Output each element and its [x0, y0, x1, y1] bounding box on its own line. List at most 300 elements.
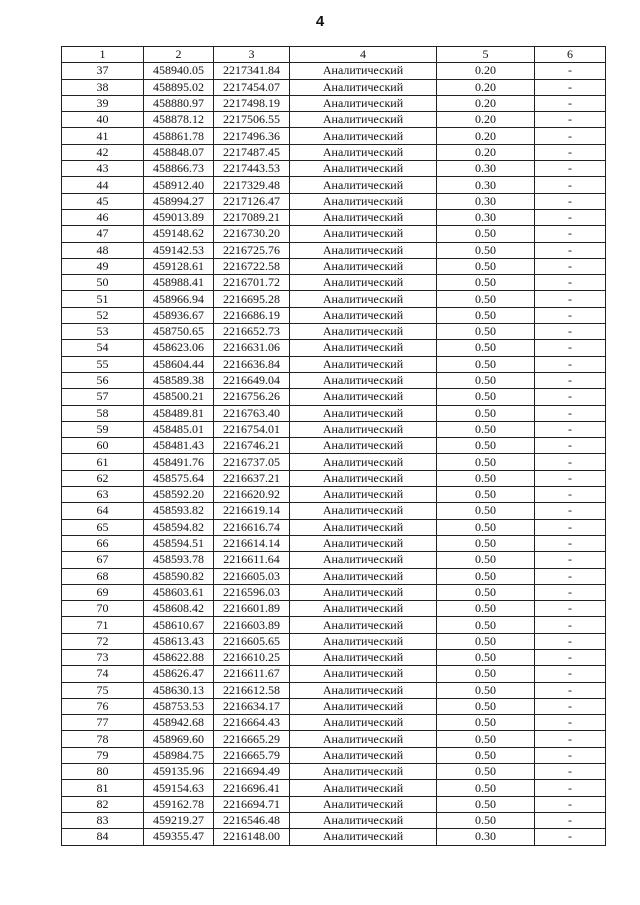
table-row [62, 812, 606, 828]
method-cell: Аналитический [290, 666, 437, 682]
y-coordinate-cell: 2216614.14 [214, 535, 290, 551]
method-cell: Аналитический [290, 112, 437, 128]
x-coordinate-cell: 458593.82 [144, 503, 214, 519]
accuracy-cell: 0.20 [437, 63, 535, 79]
method-cell: Аналитический [290, 649, 437, 665]
description-cell: - [535, 487, 606, 503]
column-header: 5 [437, 47, 535, 63]
point-number-cell: 66 [62, 535, 144, 551]
table-row [62, 193, 606, 209]
method-cell: Аналитический [290, 519, 437, 535]
x-coordinate-cell: 458623.06 [144, 340, 214, 356]
table-row [62, 715, 606, 731]
column-header: 6 [535, 47, 606, 63]
point-number-cell: 60 [62, 438, 144, 454]
description-cell: - [535, 324, 606, 340]
x-coordinate-cell: 458861.78 [144, 128, 214, 144]
accuracy-cell: 0.50 [437, 535, 535, 551]
y-coordinate-cell: 2216620.92 [214, 487, 290, 503]
y-coordinate-cell: 2216730.20 [214, 226, 290, 242]
column-header: 3 [214, 47, 290, 63]
accuracy-cell: 0.50 [437, 470, 535, 486]
x-coordinate-cell: 459219.27 [144, 812, 214, 828]
table-row [62, 161, 606, 177]
description-cell: - [535, 584, 606, 600]
y-coordinate-cell: 2217089.21 [214, 209, 290, 225]
y-coordinate-cell: 2217329.48 [214, 177, 290, 193]
column-header: 4 [290, 47, 437, 63]
x-coordinate-cell: 458630.13 [144, 682, 214, 698]
point-number-cell: 58 [62, 405, 144, 421]
accuracy-cell: 0.50 [437, 796, 535, 812]
point-number-cell: 50 [62, 275, 144, 291]
accuracy-cell: 0.50 [437, 438, 535, 454]
point-number-cell: 57 [62, 389, 144, 405]
description-cell: - [535, 356, 606, 372]
y-coordinate-cell: 2216619.14 [214, 503, 290, 519]
y-coordinate-cell: 2217454.07 [214, 79, 290, 95]
description-cell: - [535, 731, 606, 747]
x-coordinate-cell: 459154.63 [144, 780, 214, 796]
description-cell: - [535, 63, 606, 79]
table-row [62, 258, 606, 274]
method-cell: Аналитический [290, 193, 437, 209]
point-number-cell: 77 [62, 715, 144, 731]
table-row [62, 698, 606, 714]
method-cell: Аналитический [290, 258, 437, 274]
table-row [62, 128, 606, 144]
table-row [62, 780, 606, 796]
accuracy-cell: 0.50 [437, 324, 535, 340]
accuracy-cell: 0.50 [437, 682, 535, 698]
accuracy-cell: 0.30 [437, 177, 535, 193]
column-header: 1 [62, 47, 144, 63]
y-coordinate-cell: 2216546.48 [214, 812, 290, 828]
point-number-cell: 64 [62, 503, 144, 519]
description-cell: - [535, 340, 606, 356]
point-number-cell: 65 [62, 519, 144, 535]
method-cell: Аналитический [290, 372, 437, 388]
method-cell: Аналитический [290, 633, 437, 649]
y-coordinate-cell: 2216631.06 [214, 340, 290, 356]
table-body [62, 63, 606, 845]
description-cell: - [535, 682, 606, 698]
table-row [62, 226, 606, 242]
method-cell: Аналитический [290, 128, 437, 144]
table-row [62, 275, 606, 291]
table-row [62, 617, 606, 633]
description-cell: - [535, 601, 606, 617]
y-coordinate-cell: 2216636.84 [214, 356, 290, 372]
description-cell: - [535, 405, 606, 421]
y-coordinate-cell: 2216696.41 [214, 780, 290, 796]
table-row [62, 372, 606, 388]
description-cell: - [535, 470, 606, 486]
x-coordinate-cell: 458753.53 [144, 698, 214, 714]
accuracy-cell: 0.50 [437, 568, 535, 584]
table-row [62, 389, 606, 405]
y-coordinate-cell: 2217126.47 [214, 193, 290, 209]
table-row [62, 307, 606, 323]
accuracy-cell: 0.50 [437, 454, 535, 470]
x-coordinate-cell: 458984.75 [144, 747, 214, 763]
point-number-cell: 52 [62, 307, 144, 323]
method-cell: Аналитический [290, 405, 437, 421]
y-coordinate-cell: 2216652.73 [214, 324, 290, 340]
method-cell: Аналитический [290, 584, 437, 600]
point-number-cell: 56 [62, 372, 144, 388]
table-row [62, 356, 606, 372]
description-cell: - [535, 258, 606, 274]
x-coordinate-cell: 458575.64 [144, 470, 214, 486]
accuracy-cell: 0.50 [437, 601, 535, 617]
accuracy-cell: 0.50 [437, 307, 535, 323]
y-coordinate-cell: 2217443.53 [214, 161, 290, 177]
coordinates-table [61, 46, 606, 846]
y-coordinate-cell: 2216601.89 [214, 601, 290, 617]
description-cell: - [535, 519, 606, 535]
x-coordinate-cell: 458485.01 [144, 421, 214, 437]
y-coordinate-cell: 2216665.29 [214, 731, 290, 747]
column-header: 2 [144, 47, 214, 63]
point-number-cell: 83 [62, 812, 144, 828]
point-number-cell: 76 [62, 698, 144, 714]
accuracy-cell: 0.50 [437, 421, 535, 437]
y-coordinate-cell: 2216701.72 [214, 275, 290, 291]
method-cell: Аналитический [290, 552, 437, 568]
description-cell: - [535, 666, 606, 682]
description-cell: - [535, 242, 606, 258]
table-row [62, 340, 606, 356]
accuracy-cell: 0.50 [437, 649, 535, 665]
x-coordinate-cell: 458848.07 [144, 144, 214, 160]
description-cell: - [535, 128, 606, 144]
x-coordinate-cell: 459128.61 [144, 258, 214, 274]
table-row [62, 649, 606, 665]
x-coordinate-cell: 458604.44 [144, 356, 214, 372]
point-number-cell: 68 [62, 568, 144, 584]
table-row [62, 95, 606, 111]
description-cell: - [535, 275, 606, 291]
accuracy-cell: 0.20 [437, 95, 535, 111]
y-coordinate-cell: 2216686.19 [214, 307, 290, 323]
method-cell: Аналитический [290, 63, 437, 79]
point-number-cell: 46 [62, 209, 144, 225]
x-coordinate-cell: 458994.27 [144, 193, 214, 209]
x-coordinate-cell: 458866.73 [144, 161, 214, 177]
description-cell: - [535, 372, 606, 388]
description-cell: - [535, 421, 606, 437]
description-cell: - [535, 715, 606, 731]
description-cell: - [535, 307, 606, 323]
table-row [62, 454, 606, 470]
method-cell: Аналитический [290, 829, 437, 845]
point-number-cell: 43 [62, 161, 144, 177]
accuracy-cell: 0.30 [437, 829, 535, 845]
y-coordinate-cell: 2216756.26 [214, 389, 290, 405]
description-cell: - [535, 503, 606, 519]
y-coordinate-cell: 2216603.89 [214, 617, 290, 633]
point-number-cell: 47 [62, 226, 144, 242]
table-row [62, 503, 606, 519]
accuracy-cell: 0.50 [437, 503, 535, 519]
y-coordinate-cell: 2216665.79 [214, 747, 290, 763]
accuracy-cell: 0.30 [437, 209, 535, 225]
accuracy-cell: 0.50 [437, 780, 535, 796]
y-coordinate-cell: 2216605.65 [214, 633, 290, 649]
x-coordinate-cell: 458966.94 [144, 291, 214, 307]
accuracy-cell: 0.50 [437, 731, 535, 747]
x-coordinate-cell: 458594.82 [144, 519, 214, 535]
method-cell: Аналитический [290, 161, 437, 177]
point-number-cell: 69 [62, 584, 144, 600]
x-coordinate-cell: 458622.88 [144, 649, 214, 665]
method-cell: Аналитический [290, 601, 437, 617]
point-number-cell: 71 [62, 617, 144, 633]
y-coordinate-cell: 2216610.25 [214, 649, 290, 665]
accuracy-cell: 0.50 [437, 552, 535, 568]
table-row [62, 324, 606, 340]
point-number-cell: 84 [62, 829, 144, 845]
point-number-cell: 59 [62, 421, 144, 437]
accuracy-cell: 0.30 [437, 193, 535, 209]
y-coordinate-cell: 2216605.03 [214, 568, 290, 584]
y-coordinate-cell: 2216148.00 [214, 829, 290, 845]
accuracy-cell: 0.50 [437, 747, 535, 763]
description-cell: - [535, 812, 606, 828]
accuracy-cell: 0.50 [437, 389, 535, 405]
description-cell: - [535, 535, 606, 551]
accuracy-cell: 0.50 [437, 356, 535, 372]
point-number-cell: 81 [62, 780, 144, 796]
table-row [62, 405, 606, 421]
y-coordinate-cell: 2216746.21 [214, 438, 290, 454]
accuracy-cell: 0.50 [437, 258, 535, 274]
description-cell: - [535, 649, 606, 665]
y-coordinate-cell: 2216695.28 [214, 291, 290, 307]
y-coordinate-cell: 2217506.55 [214, 112, 290, 128]
point-number-cell: 62 [62, 470, 144, 486]
description-cell: - [535, 291, 606, 307]
point-number-cell: 79 [62, 747, 144, 763]
method-cell: Аналитический [290, 812, 437, 828]
x-coordinate-cell: 458936.67 [144, 307, 214, 323]
accuracy-cell: 0.50 [437, 291, 535, 307]
table-row [62, 633, 606, 649]
y-coordinate-cell: 2217487.45 [214, 144, 290, 160]
point-number-cell: 78 [62, 731, 144, 747]
x-coordinate-cell: 459142.53 [144, 242, 214, 258]
point-number-cell: 37 [62, 63, 144, 79]
method-cell: Аналитический [290, 682, 437, 698]
x-coordinate-cell: 458491.76 [144, 454, 214, 470]
method-cell: Аналитический [290, 421, 437, 437]
accuracy-cell: 0.50 [437, 764, 535, 780]
accuracy-cell: 0.50 [437, 519, 535, 535]
x-coordinate-cell: 458594.51 [144, 535, 214, 551]
x-coordinate-cell: 458613.43 [144, 633, 214, 649]
description-cell: - [535, 389, 606, 405]
x-coordinate-cell: 458988.41 [144, 275, 214, 291]
y-coordinate-cell: 2216725.76 [214, 242, 290, 258]
description-cell: - [535, 177, 606, 193]
accuracy-cell: 0.50 [437, 617, 535, 633]
method-cell: Аналитический [290, 796, 437, 812]
description-cell: - [535, 79, 606, 95]
description-cell: - [535, 617, 606, 633]
description-cell: - [535, 438, 606, 454]
method-cell: Аналитический [290, 715, 437, 731]
y-coordinate-cell: 2216596.03 [214, 584, 290, 600]
y-coordinate-cell: 2216763.40 [214, 405, 290, 421]
accuracy-cell: 0.30 [437, 161, 535, 177]
method-cell: Аналитический [290, 780, 437, 796]
x-coordinate-cell: 459162.78 [144, 796, 214, 812]
point-number-cell: 48 [62, 242, 144, 258]
y-coordinate-cell: 2216737.05 [214, 454, 290, 470]
point-number-cell: 75 [62, 682, 144, 698]
accuracy-cell: 0.50 [437, 405, 535, 421]
description-cell: - [535, 226, 606, 242]
accuracy-cell: 0.50 [437, 226, 535, 242]
x-coordinate-cell: 458940.05 [144, 63, 214, 79]
point-number-cell: 61 [62, 454, 144, 470]
method-cell: Аналитический [290, 487, 437, 503]
table-row [62, 535, 606, 551]
point-number-cell: 41 [62, 128, 144, 144]
point-number-cell: 51 [62, 291, 144, 307]
description-cell: - [535, 633, 606, 649]
x-coordinate-cell: 458590.82 [144, 568, 214, 584]
table-row [62, 470, 606, 486]
y-coordinate-cell: 2216611.64 [214, 552, 290, 568]
description-cell: - [535, 829, 606, 845]
x-coordinate-cell: 458593.78 [144, 552, 214, 568]
table-row [62, 63, 606, 79]
accuracy-cell: 0.50 [437, 372, 535, 388]
accuracy-cell: 0.50 [437, 666, 535, 682]
table-row [62, 79, 606, 95]
accuracy-cell: 0.50 [437, 633, 535, 649]
method-cell: Аналитический [290, 747, 437, 763]
accuracy-cell: 0.50 [437, 715, 535, 731]
accuracy-cell: 0.50 [437, 584, 535, 600]
y-coordinate-cell: 2216637.21 [214, 470, 290, 486]
table-row [62, 209, 606, 225]
point-number-cell: 74 [62, 666, 144, 682]
x-coordinate-cell: 458969.60 [144, 731, 214, 747]
method-cell: Аналитический [290, 535, 437, 551]
description-cell: - [535, 698, 606, 714]
x-coordinate-cell: 458626.47 [144, 666, 214, 682]
page-number: 4 [315, 13, 325, 30]
accuracy-cell: 0.50 [437, 487, 535, 503]
x-coordinate-cell: 458610.67 [144, 617, 214, 633]
description-cell: - [535, 144, 606, 160]
description-cell: - [535, 112, 606, 128]
x-coordinate-cell: 458481.43 [144, 438, 214, 454]
accuracy-cell: 0.20 [437, 128, 535, 144]
method-cell: Аналитический [290, 389, 437, 405]
method-cell: Аналитический [290, 731, 437, 747]
table-row [62, 796, 606, 812]
description-cell: - [535, 796, 606, 812]
description-cell: - [535, 193, 606, 209]
method-cell: Аналитический [290, 177, 437, 193]
x-coordinate-cell: 458878.12 [144, 112, 214, 128]
point-number-cell: 73 [62, 649, 144, 665]
x-coordinate-cell: 458750.65 [144, 324, 214, 340]
point-number-cell: 70 [62, 601, 144, 617]
method-cell: Аналитический [290, 291, 437, 307]
x-coordinate-cell: 458589.38 [144, 372, 214, 388]
accuracy-cell: 0.50 [437, 275, 535, 291]
accuracy-cell: 0.50 [437, 812, 535, 828]
point-number-cell: 55 [62, 356, 144, 372]
point-number-cell: 82 [62, 796, 144, 812]
accuracy-cell: 0.50 [437, 698, 535, 714]
method-cell: Аналитический [290, 698, 437, 714]
method-cell: Аналитический [290, 568, 437, 584]
point-number-cell: 40 [62, 112, 144, 128]
x-coordinate-cell: 458592.20 [144, 487, 214, 503]
x-coordinate-cell: 459135.96 [144, 764, 214, 780]
x-coordinate-cell: 458608.42 [144, 601, 214, 617]
method-cell: Аналитический [290, 438, 437, 454]
method-cell: Аналитический [290, 275, 437, 291]
method-cell: Аналитический [290, 470, 437, 486]
method-cell: Аналитический [290, 79, 437, 95]
description-cell: - [535, 95, 606, 111]
x-coordinate-cell: 458489.81 [144, 405, 214, 421]
y-coordinate-cell: 2216664.43 [214, 715, 290, 731]
method-cell: Аналитический [290, 617, 437, 633]
y-coordinate-cell: 2216694.71 [214, 796, 290, 812]
description-cell: - [535, 454, 606, 470]
description-cell: - [535, 161, 606, 177]
point-number-cell: 39 [62, 95, 144, 111]
table-row [62, 584, 606, 600]
method-cell: Аналитический [290, 340, 437, 356]
x-coordinate-cell: 458603.61 [144, 584, 214, 600]
point-number-cell: 45 [62, 193, 144, 209]
table-row [62, 487, 606, 503]
method-cell: Аналитический [290, 307, 437, 323]
y-coordinate-cell: 2216722.58 [214, 258, 290, 274]
table-row [62, 568, 606, 584]
table-row [62, 601, 606, 617]
method-cell: Аналитический [290, 242, 437, 258]
y-coordinate-cell: 2217496.36 [214, 128, 290, 144]
method-cell: Аналитический [290, 226, 437, 242]
method-cell: Аналитический [290, 144, 437, 160]
point-number-cell: 54 [62, 340, 144, 356]
method-cell: Аналитический [290, 503, 437, 519]
point-number-cell: 80 [62, 764, 144, 780]
table-row [62, 242, 606, 258]
table-header [62, 47, 606, 63]
accuracy-cell: 0.20 [437, 144, 535, 160]
description-cell: - [535, 747, 606, 763]
table-row [62, 829, 606, 845]
y-coordinate-cell: 2216611.67 [214, 666, 290, 682]
description-cell: - [535, 780, 606, 796]
method-cell: Аналитический [290, 454, 437, 470]
point-number-cell: 44 [62, 177, 144, 193]
x-coordinate-cell: 459355.47 [144, 829, 214, 845]
x-coordinate-cell: 459013.89 [144, 209, 214, 225]
table-row [62, 421, 606, 437]
